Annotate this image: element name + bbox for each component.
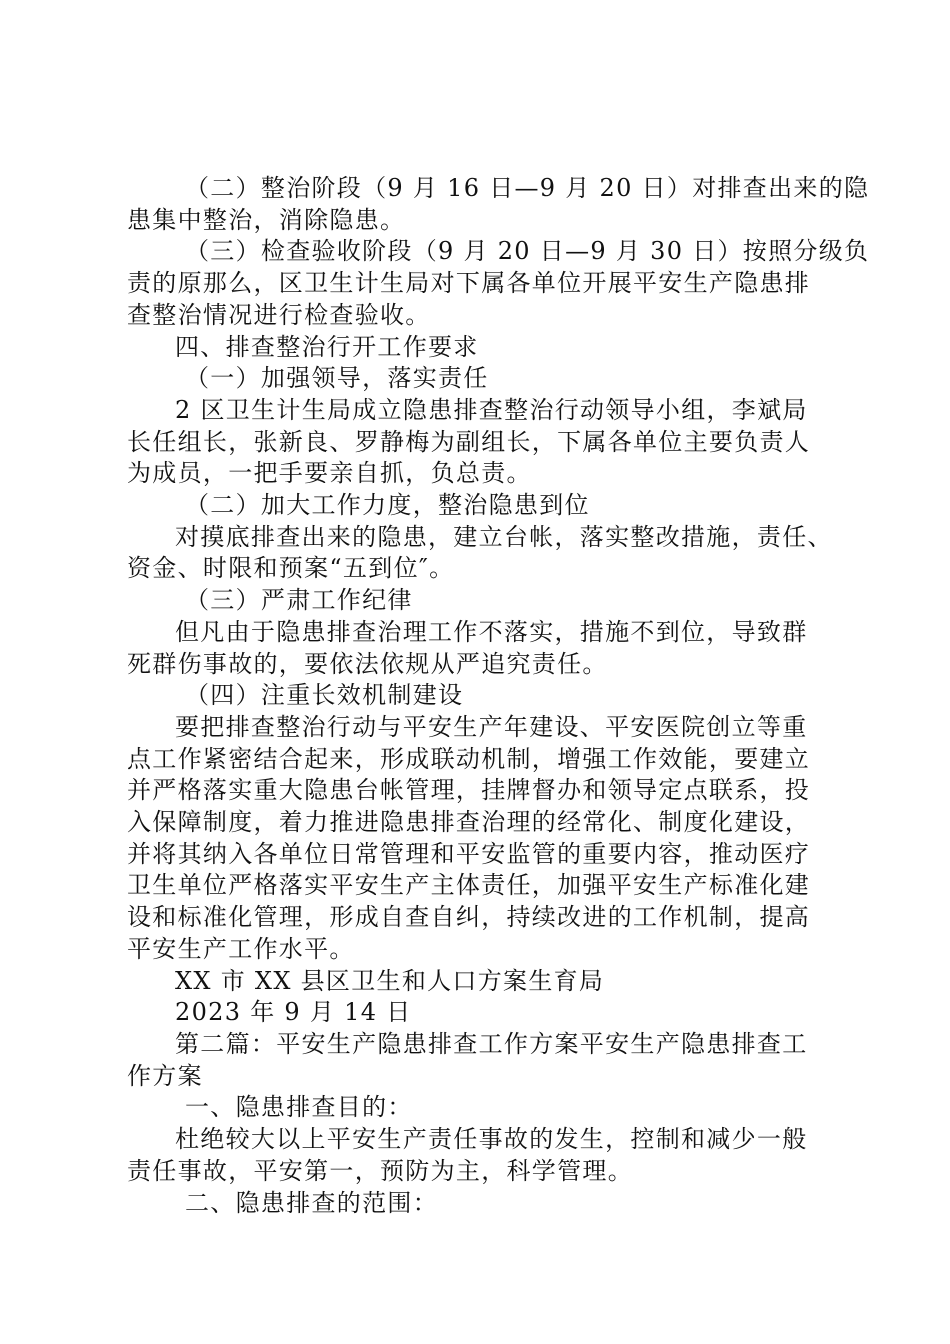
text-line: 平安生产工作水平。: [127, 934, 355, 963]
text-line: 并将其纳入各单位日常管理和平安监管的重要内容，推动医疗: [127, 839, 811, 868]
text-line: 查整治情况进行检查验收。: [127, 300, 431, 329]
text-line: 死群伤事故的，要依法依规从严追究责任。: [127, 649, 608, 678]
text-line: （三）严肃工作纪律: [185, 586, 413, 615]
text-line: 患集中整治，消除隐患。: [127, 205, 406, 234]
text-line: 对摸底排查出来的隐患，建立台帐，落实整改措施，责任、: [175, 522, 833, 551]
document-body: [127, 173, 870, 1219]
text-line: 设和标准化管理，形成自查自纠，持续改进的工作机制，提高: [127, 903, 811, 932]
text-line: 杜绝较大以上平安生产责任事故的发生，控制和减少一般: [175, 1125, 808, 1154]
text-line: 点工作紧密结合起来，形成联动机制，增强工作效能，要建立: [127, 744, 811, 773]
text-line: （二）整治阶段（9 月 16 日—9 月 20 日）对排查出来的隐: [185, 174, 870, 202]
text-line: 但凡由于隐患排查治理工作不落实，措施不到位，导致群: [175, 617, 808, 646]
text-line: 作方案: [127, 1061, 203, 1090]
text-line: （二）加大工作力度，整治隐患到位: [185, 491, 590, 520]
text-line: 二、隐患排查的范围：: [185, 1188, 438, 1217]
text-line: （三）检查验收阶段（9 月 20 日—9 月 30 日）按照分级负: [185, 237, 870, 266]
text-line: 并严格落实重大隐患台帐管理，挂牌督办和领导定点联系，投: [127, 776, 811, 805]
text-line: 第二篇：平安生产隐患排查工作方案平安生产隐患排查工: [175, 1029, 808, 1058]
text-line: 要把排查整治行动与平安生产年建设、平安医院创立等重: [175, 712, 808, 741]
text-line: （四）注重长效机制建设: [185, 681, 464, 710]
text-line: 卫生单位严格落实平安生产主体责任，加强平安生产标准化建: [127, 871, 811, 900]
text-line: 资金、时限和预案“五到位″。: [127, 554, 455, 583]
text-line: （一）加强领导，落实责任: [185, 364, 489, 393]
text-line: 责任事故，平安第一，预防为主，科学管理。: [127, 1156, 633, 1185]
text-line: 一、隐患排查目的：: [185, 1093, 413, 1122]
text-line: 入保障制度，着力推进隐患排查治理的经常化、制度化建设，: [127, 808, 811, 837]
text-line: XX 市 XX 县区卫生和人口方案生育局: [175, 966, 605, 995]
text-line: 2 区卫生计生局成立隐患排查整治行动领导小组，李斌局: [175, 395, 808, 424]
text-line: 四、排查整治行开工作要求: [175, 332, 479, 361]
text-line: 2023 年 9 月 14 日: [175, 998, 412, 1027]
text-line: 为成员，一把手要亲自抓，负总责。: [127, 459, 532, 488]
text-line: 长任组长，张新良、罗静梅为副组长，下属各单位主要负责人: [127, 427, 811, 456]
text-line: 责的原那么，区卫生计生局对下属各单位开展平安生产隐患排: [127, 269, 811, 298]
